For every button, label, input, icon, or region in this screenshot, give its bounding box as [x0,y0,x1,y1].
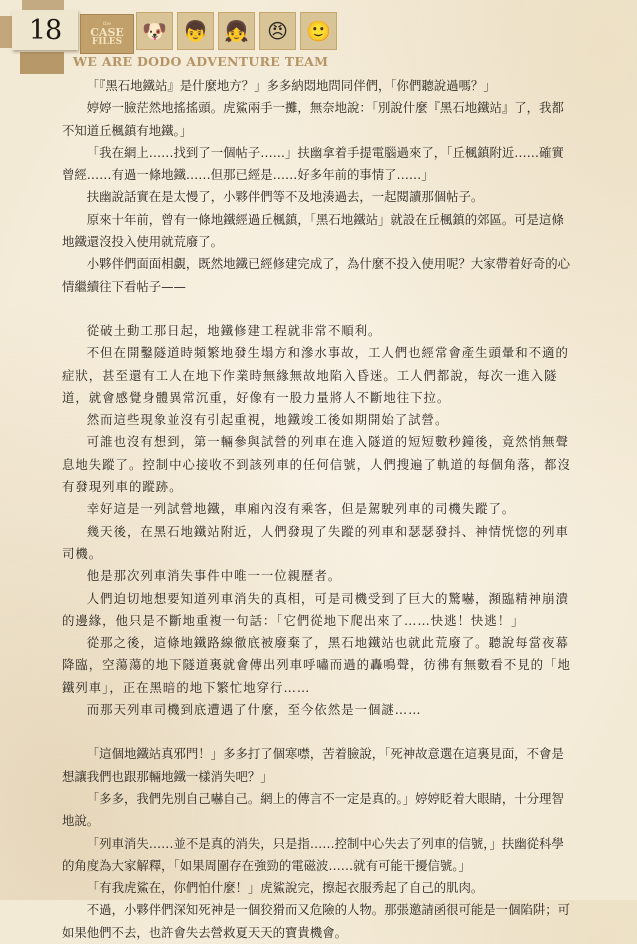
avatar-boy-icon: 👦 [177,12,214,50]
paragraph: 而那天列車司機到底遭遇了什麼，至今依然是一個謎…… [86,702,422,718]
paragraph: 扶幽說話實在是太慢了，小夥伴們等不及地湊過去，一起閱讀那個帖子。 [86,189,484,205]
paragraph: 「『黑石地鐵站』是什麼地方？」多多納悶地問同伴們，「你們聽說過嗎？」 [86,78,496,93]
paragraph: 然而這些現象並沒有引起重視，地鐵竣工後如期開始了試營。 [86,412,449,428]
paragraph: 原來十年前，曾有一條地鐵經過丘楓鎮，「黑石地鐵站」就設在丘楓鎮的郊區。可是這條地鐵還沒投入使用就荒廢了。 [62,211,564,250]
paragraph: 「這個地鐵站真邪門！」多多打了個寒噤，苦着臉說，「死神故意選在這裏見面，不會是想讓我們也跟那輛地鐵一樣消失吧？」 [62,746,564,784]
avatar-hooded-icon: 🙂 [300,12,337,50]
paragraph: 不但在開鑿隧道時頻繁地發生塌方和滲水事故，工人們也經常會產生頭暈和不適的症狀，甚至還有工人在地下作業時無緣無故地陷入昏迷。工人們都說，每次一進入隧道，就會感覺身體異常沉重，好像有一股力量將人不斷地往下拉。 [62,345,569,405]
paragraph: 幾天後，在黑石地鐵站附近，人們發現了失蹤的列車和瑟瑟發抖、神情恍惚的列車司機。 [62,523,569,561]
team-title: WE ARE DODO ADVENTURE TEAM [73,54,329,69]
paragraph: 他是那次列車消失事件中唯一一位親歷者。 [86,568,342,584]
decorative-tape [20,52,64,74]
paragraph: 婷婷一臉茫然地搖搖頭。虎鯊兩手一攤，無奈地說：「別說什麼『黑石地鐵站』了，我都不知道丘楓鎮有地鐵。」 [62,100,564,138]
section-break [62,721,572,743]
paragraph: 幸好這是一列試營地鐵，車廂內沒有乘客，但是駕駛列車的司機失蹤了。 [86,501,516,517]
case-files-logo [80,14,134,54]
character-avatars [136,12,337,50]
story-body [62,75,572,944]
paragraph: 不過，小夥伴們深知死神是一個狡猾而又危險的人物。那張邀請函很可能是一個陷阱；可如果他們不去，也許會失去營救夏天天的寶貴機會。 [62,902,571,940]
avatar-strong-boy-icon: 😠 [259,12,296,50]
paragraph: 「列車消失……並不是真的消失，只是指……控制中心失去了列車的信號，」扶幽從科學的角度為大家解釋，「如果周圍存在強勁的電磁波……就有可能干擾信號。」 [62,835,564,873]
paragraph: 從那之後，這條地鐵路線徹底被廢棄了，黑石地鐵站也就此荒廢了。聽說每當夜幕降臨，空蕩蕩的地下隧道裏就會傳出列車呼嘯而過的轟鳴聲，彷彿有無數看不見的「地鐵列車」，正在黑暗的地下繁忙地穿行…… [62,635,571,695]
paragraph: 「多多，我們先別自己嚇自己。網上的傳言不一定是真的。」婷婷眨着大眼睛，十分理智地說。 [62,790,564,829]
paragraph: 「有我虎鯊在，你們怕什麼！」虎鯊說完，擦起衣服秀起了自己的肌肉。 [86,880,484,896]
logo-line: the [102,20,112,27]
paragraph: 「我在網上……找到了一個帖子……」扶幽拿着手提電腦過來了，「丘楓鎮附近……確實曾經……有過一條地鐵……但那已經是……好多年前的事情了……」 [62,144,564,183]
page-header [0,0,637,75]
page-number-card [12,10,78,50]
avatar-dog-icon: 🐶 [136,12,173,50]
page-number: 18 [28,14,62,46]
avatar-girl-icon: 👧 [218,12,255,50]
logo-line: CASE [90,25,124,39]
section-break [62,298,572,320]
paragraph: 人們迫切地想要知道列車消失的真相，可是司機受到了巨大的驚嚇，瀕臨精神崩潰的邊緣，他只是不斷地重複一句話：「它們從地下爬出來了……快逃！快逃！」 [62,590,569,628]
paragraph: 小夥伴們面面相覷，既然地鐵已經修建完成了，為什麼不投入使用呢？大家帶着好奇的心情繼續往下看帖子—— [62,256,571,294]
logo-line: FILES [91,36,123,47]
paragraph: 可誰也沒有想到，第一輛參與試營的列車在進入隧道的短短數秒鐘後，竟然悄無聲息地失蹤了。控制中心接收不到該列車的任何信號，人們搜遍了軌道的每個角落，都沒有發現列車的蹤跡。 [62,434,571,495]
paragraph: 從破土動工那日起，地鐵修建工程就非常不順利。 [86,322,382,338]
